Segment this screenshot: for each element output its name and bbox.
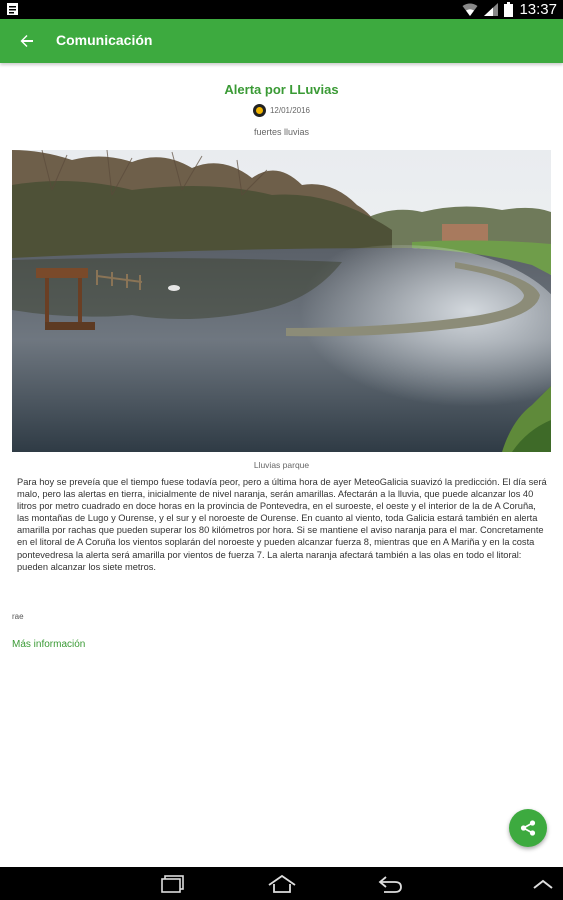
share-button[interactable] [509,809,547,847]
article-meta [0,104,563,117]
home-icon[interactable] [266,874,298,894]
page-title: Comunicación [56,32,153,48]
wifi-icon [462,3,478,16]
signal-icon [484,3,498,16]
share-icon [519,819,537,837]
back-icon[interactable] [378,874,404,894]
article-photo [12,150,551,452]
clock-time: 13:37 [519,1,557,18]
article-source: rae [12,612,24,621]
battery-icon [504,2,513,17]
article-date: 12/01/2016 [269,106,311,115]
article-body: Para hoy se preveía que el tiempo fuese todavía peor, pero a última hora de ayer MeteoGalicia suavizó la predicción. El día será malo, pero las alertas en tierra, inicialmente de nivel naranja, serán amarillas. Afectarán a la lluvia, que puede alcanzar los 40 litros por metro cuadrado en doce horas en la provincia de Pontevedra, en el suroeste, el oeste y el interior de la de A Coruña, las montañas de Lugo y Ourense, y el sur y el noroeste de Ourense. En cuanto al viento, toda Galicia estará también en alerta amarilla por rachas que pueden superar los 80 kilómetros por hora. Si se mantiene el aviso naranja para el mar. Concretamente en el litoral de A Coruña los vientos soplarán del noroeste y pueden alcanzar fuerza 8, mientras que en A Mariña y en la costa pontevedresa la alerta será amarilla por vientos de fuerza 7. La alerta naranja afectará también a las olas en todo el litoral: pueden alcanzar los siete metros. [17,477,547,572]
collapse-icon[interactable] [531,874,555,894]
notification-icon [6,2,19,16]
arrow-back-icon[interactable] [17,31,37,51]
more-info-link[interactable]: Más información [12,639,86,650]
article-content [0,63,563,867]
article-subtitle: fuertes lluvias [253,127,310,137]
status-bar [0,0,563,19]
app-bar [0,19,563,63]
system-nav-bar [0,867,563,900]
author-avatar [253,104,266,117]
article-title: Alerta por LLuvias [224,82,339,97]
recent-apps-icon[interactable] [160,874,186,894]
photo-caption: Lluvias parque [253,460,310,470]
